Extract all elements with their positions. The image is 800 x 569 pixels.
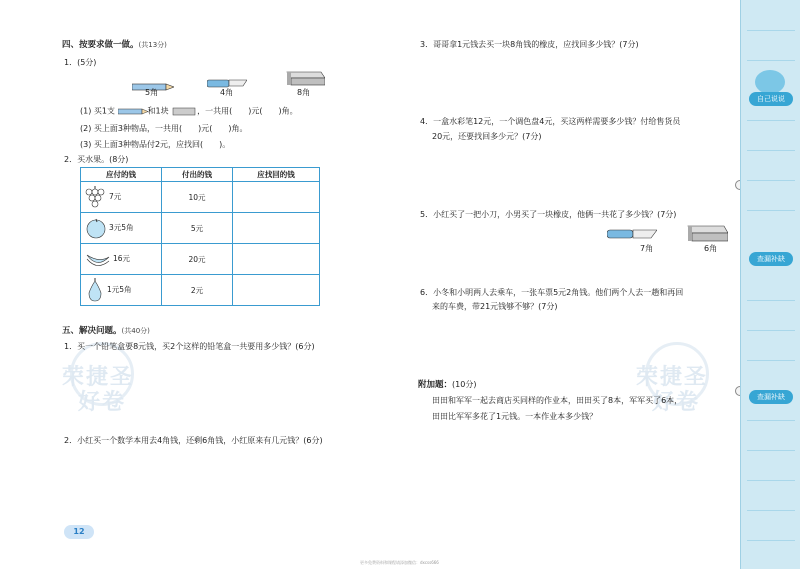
- q1-line2: (2) 买上面3种物品，一共用( )元( )角。: [80, 124, 248, 133]
- s5-question-1: 1．买一个铅笔盒要8元钱，买2个这样的铅笔盒一共要用多少钱？(6分): [64, 342, 315, 351]
- due-cell: 3元5角: [109, 223, 134, 232]
- change-cell[interactable]: [233, 244, 320, 275]
- table-header-due: 应付的钱: [81, 168, 162, 182]
- extra-line2: 田田比军军多花了1元钱。一本作业本多少钱？: [432, 412, 598, 421]
- q1-line1: (1) 买1支 和1块 ，一共用( )元( )角。: [80, 106, 298, 116]
- sidebar-badge-2: 查漏补缺: [749, 252, 793, 266]
- watermark-left-1: 荣捷圣: [62, 365, 135, 390]
- paid-cell: 5元: [162, 213, 233, 244]
- question-4-line1: 4．一盒水彩笔12元，一个调色盘4元，买这两样需要多少钱？付给售货员: [420, 117, 681, 126]
- knife-icon: [607, 226, 657, 245]
- table-row: [81, 182, 320, 213]
- extra-heading: 附加题：(10分): [418, 380, 477, 390]
- paid-cell: 2元: [162, 275, 233, 306]
- due-cell: 16元: [113, 254, 131, 263]
- grapes-icon: [83, 184, 107, 210]
- paid-cell: 10元: [162, 182, 233, 213]
- s5-question-2: 2．小红买一个数学本用去4角钱，还剩6角钱，小红原来有几元钱？(6分): [64, 436, 323, 445]
- sidebar-badge-3: 查漏补缺: [749, 390, 793, 404]
- q1-line3: (3) 买上面3种物品付2元，应找回( )。: [80, 140, 231, 149]
- knife-price: 4角: [220, 88, 234, 97]
- due-cell: 1元5角: [107, 285, 132, 294]
- pencil-icon: [118, 108, 148, 115]
- eraser-icon: [684, 224, 728, 246]
- table-row: [81, 244, 320, 275]
- question-5: 5．小红买了一把小刀，小男买了一块橡皮，他俩一共花了多少钱？(7分): [420, 210, 677, 219]
- sidebar-badge-1: 自己说说: [749, 92, 793, 106]
- q5-knife-price: 7角: [640, 244, 654, 253]
- apple-icon: [85, 217, 107, 239]
- fruit-table: [80, 167, 320, 306]
- question-6-line1: 6．小冬和小明两人去乘车，一张车票5元2角钱。他们两个人去一趟和再回: [420, 288, 684, 297]
- section5-heading: 五、解决问题。(共40分): [62, 326, 150, 336]
- right-sidebar: [740, 0, 800, 569]
- question-3: 3．哥哥拿1元钱去买一块8角钱的橡皮，应找回多少钱？(7分): [420, 40, 639, 49]
- q1-heading: 1．(5分): [64, 58, 97, 67]
- table-header-paid: 付出的钱: [162, 168, 233, 182]
- change-cell[interactable]: [233, 275, 320, 306]
- section4-heading: 四、按要求做一做。(共13分): [62, 40, 167, 50]
- change-cell[interactable]: [233, 213, 320, 244]
- due-cell: 7元: [109, 192, 122, 201]
- q5-eraser-price: 6角: [704, 244, 718, 253]
- watermark-left-2: 好卷: [78, 390, 127, 415]
- eraser-icon: [171, 106, 197, 116]
- banana-icon: [85, 249, 111, 269]
- change-cell[interactable]: [233, 182, 320, 213]
- table-header-change: 应找回的钱: [233, 168, 320, 182]
- footer-note: 更多免费资料和课程请添加微信：dxcss666: [360, 560, 439, 565]
- watermark-right-1: 荣捷圣: [636, 365, 709, 390]
- mascot-icon: [755, 70, 785, 94]
- eraser-icon: [283, 70, 325, 90]
- pencil-price: 5角: [145, 88, 159, 97]
- table-row: [81, 213, 320, 244]
- question-6-line2: 来的车费，带21元钱够不够？(7分): [432, 302, 558, 311]
- q2-heading: 2．买水果。(8分): [64, 155, 129, 164]
- eraser-price: 8角: [297, 88, 311, 97]
- watermark-right-2: 好卷: [652, 390, 701, 415]
- table-row: [81, 275, 320, 306]
- paid-cell: 20元: [162, 244, 233, 275]
- extra-line1: 田田和军军一起去商店买同样的作业本，田田买了8本，军军买了6本，: [432, 396, 683, 405]
- page-number: 12: [64, 525, 94, 539]
- question-4-line2: 20元，还要找回多少元？(7分): [432, 132, 542, 141]
- pear-icon: [85, 277, 105, 303]
